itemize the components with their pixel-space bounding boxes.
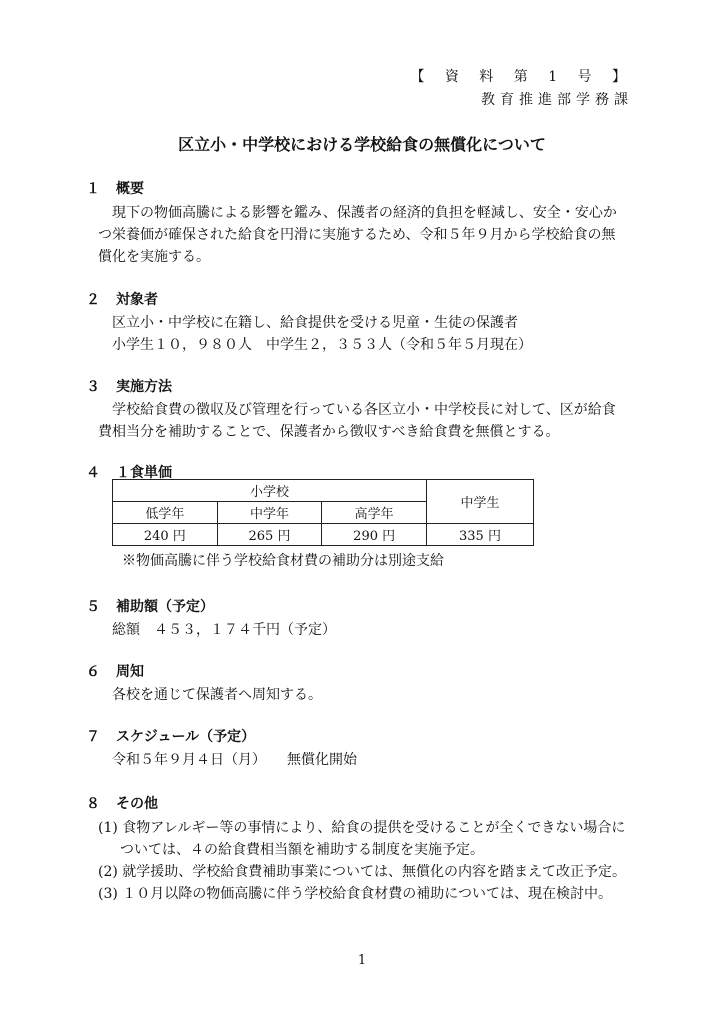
page-title: 区立小・中学校における学校給食の無償化について	[178, 135, 546, 154]
price-cell: 290 円	[322, 524, 427, 546]
section-6-line-1: 各校を通じて保護者へ周知する。	[112, 687, 322, 703]
section-5-line-1: 総額 ４５３，１７４千円（予定）	[112, 622, 336, 638]
section-number: ８	[86, 796, 100, 812]
section-1-line-2: つ栄養価が確保された給食を円滑に実施するため、令和５年９月から学校給食の無	[98, 227, 616, 243]
section-8-item-1: (1) 食物アレルギー等の事情により、給食の提供を受けることが全くできない場合に	[98, 820, 626, 836]
section-3-heading	[86, 376, 172, 396]
section-8-item-1-cont: ついては、４の給食費相当額を補助する制度を実施予定。	[120, 842, 484, 858]
section-title: 補助額（予定）	[116, 599, 214, 615]
price-note: ※物価高騰に伴う学校給食材費の補助分は別途支給	[122, 553, 444, 569]
section-1-line-3: 償化を実施する。	[98, 249, 210, 265]
section-number: ２	[86, 292, 100, 308]
section-number: １	[86, 181, 100, 197]
section-2-heading	[86, 289, 158, 309]
section-7-heading	[86, 726, 255, 746]
section-number: ５	[86, 599, 100, 615]
column-header: 中学年	[217, 502, 322, 524]
department-name: 教育推進部学務課	[481, 92, 633, 108]
column-header: 高学年	[322, 502, 427, 524]
section-3-line-2: 費相当分を補助することで、保護者から徴収すべき給食費を無償とする。	[98, 424, 560, 440]
section-5-heading	[86, 596, 214, 616]
section-3-line-1: 学校給食費の徴収及び管理を行っている各区立小・中学校長に対して、区が給食	[112, 402, 616, 418]
price-table	[112, 479, 534, 546]
page-number: 1	[357, 953, 367, 968]
section-number: ７	[86, 729, 100, 745]
section-title: 概要	[116, 181, 144, 197]
price-cell: 240 円	[113, 524, 218, 546]
section-number: ４	[86, 465, 100, 481]
section-title: １食単価	[116, 465, 172, 481]
section-number: ６	[86, 664, 100, 680]
section-1-heading	[86, 178, 144, 198]
section-title: 実施方法	[116, 379, 172, 395]
section-8-heading	[86, 793, 158, 813]
section-2-line-2: 小学生１０，９８０人 中学生２，３５３人（令和５年５月現在）	[112, 337, 532, 353]
section-7-line-1: 令和５年９月４日（月） 無償化開始	[112, 752, 357, 768]
column-header: 低学年	[113, 502, 218, 524]
junior-header: 中学生	[427, 480, 534, 524]
price-cell: 335 円	[427, 524, 534, 546]
section-6-heading	[86, 661, 144, 681]
section-8-item-3: (3) １０月以降の物価高騰に伴う学校給食食材費の補助については、現在検討中。	[98, 886, 612, 902]
price-cell: 265 円	[217, 524, 322, 546]
section-2-line-1: 区立小・中学校に在籍し、給食提供を受ける児童・生徒の保護者	[112, 315, 518, 331]
elementary-header: 小学校	[113, 480, 427, 502]
section-title: 周知	[116, 664, 144, 680]
document-label: 【 資 料 第 1 号 】	[410, 69, 634, 85]
section-title: その他	[116, 796, 158, 812]
section-1-line-1: 現下の物価高騰による影響を鑑み、保護者の経済的負担を軽減し、安全・安心か	[112, 205, 617, 221]
section-title: 対象者	[116, 292, 158, 308]
section-8-item-2: (2) 就学援助、学校給食費補助事業については、無償化の内容を踏まえて改正予定。	[98, 864, 626, 880]
section-title: スケジュール（予定）	[116, 729, 256, 745]
section-number: ３	[86, 379, 100, 395]
